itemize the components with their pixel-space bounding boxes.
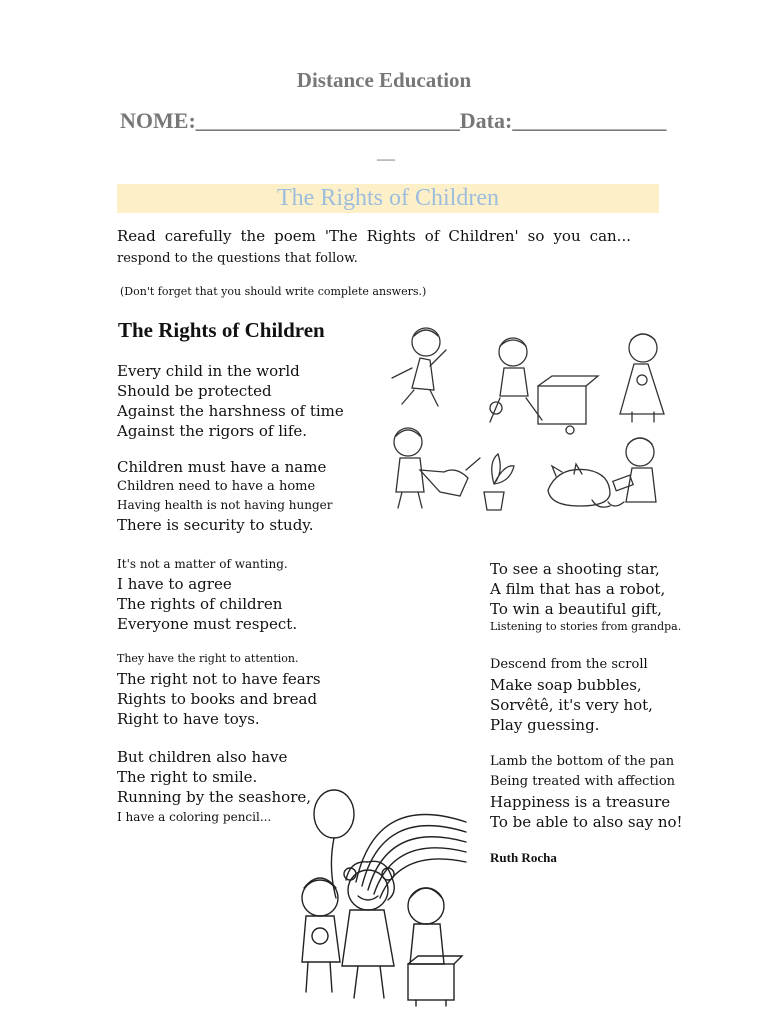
instruction-line-1: Read carefully the poem 'The Rights of Children' so you can... [117, 227, 631, 245]
banner-title: The Rights of Children [117, 184, 659, 213]
poem-line: Should be protected [117, 382, 272, 400]
instruction-note: (Don't forget that you should write complete answers.) [120, 285, 427, 298]
poem-line: Listening to stories from grandpa. [490, 620, 682, 633]
poem-line: There is security to study. [117, 516, 314, 534]
poem-line: Running by the seashore, [117, 788, 312, 806]
poem-stanza-6 [490, 559, 681, 635]
poem-stanza-8 [490, 752, 683, 832]
poem-line: Descend from the scroll [490, 657, 648, 672]
poem-line: Against the rigors of life. [117, 422, 308, 440]
poem-line: Against the harshness of time [117, 402, 344, 420]
instruction-line-2: respond to the questions that follow. [117, 251, 358, 266]
poem-line: Having health is not having hunger [117, 498, 333, 512]
poem-line: Children must have a name [117, 458, 327, 476]
children-activities-illustration [378, 320, 690, 520]
poem-line: I have a coloring pencil... [117, 810, 272, 824]
name-date-line [120, 108, 666, 134]
children-rainbow-illustration [296, 770, 476, 1010]
poem-line: It's not a matter of wanting. [117, 557, 288, 571]
poem-line: I have to agree [117, 575, 232, 593]
poem-line: Sorvêtê, it's very hot, [490, 696, 653, 714]
poem-stanza-2 [117, 457, 332, 535]
poem-title: The Rights of Children [118, 318, 325, 342]
poem-line: But children also have [117, 748, 288, 766]
poem-line: The right not to have fears [117, 670, 321, 688]
poem-line: Everyone must respect. [117, 615, 298, 633]
poem-line: Lamb the bottom of the pan [490, 754, 675, 769]
poem-stanza-4 [117, 649, 321, 729]
nome-label: NOME: [120, 108, 196, 133]
poem-line: Rights to books and bread [117, 690, 318, 708]
poem-stanza-7 [490, 655, 653, 735]
poem-line: Happiness is a treasure [490, 793, 671, 811]
trailing-blank: __ [377, 142, 395, 162]
poem-line: The rights of children [117, 595, 283, 613]
poem-line: To see a shooting star, [490, 560, 660, 578]
poem-line: They have the right to attention. [117, 652, 299, 665]
data-blank: ______________ [512, 108, 667, 133]
data-label: Data: [459, 108, 513, 133]
poem-line: A film that has a robot, [490, 580, 666, 598]
poem-stanza-3 [117, 554, 297, 634]
nome-blank: ________________________ [195, 108, 460, 133]
poem-line: Being treated with affection [490, 774, 676, 789]
poem-stanza-5 [117, 747, 311, 827]
poem-line: To be able to also say no! [490, 813, 683, 831]
poem-line: Play guessing. [490, 716, 600, 734]
poem-line: The right to smile. [117, 768, 258, 786]
poem-author: Ruth Rocha [490, 850, 557, 865]
poem-line: Make soap bubbles, [490, 676, 642, 694]
document-title: Distance Education [296, 68, 472, 92]
poem-line: To win a beautiful gift, [490, 600, 662, 618]
poem-line: Children need to have a home [117, 479, 316, 494]
poem-line: Every child in the world [117, 362, 300, 380]
poem-stanza-1 [117, 361, 344, 441]
poem-line: Right to have toys. [117, 710, 260, 728]
